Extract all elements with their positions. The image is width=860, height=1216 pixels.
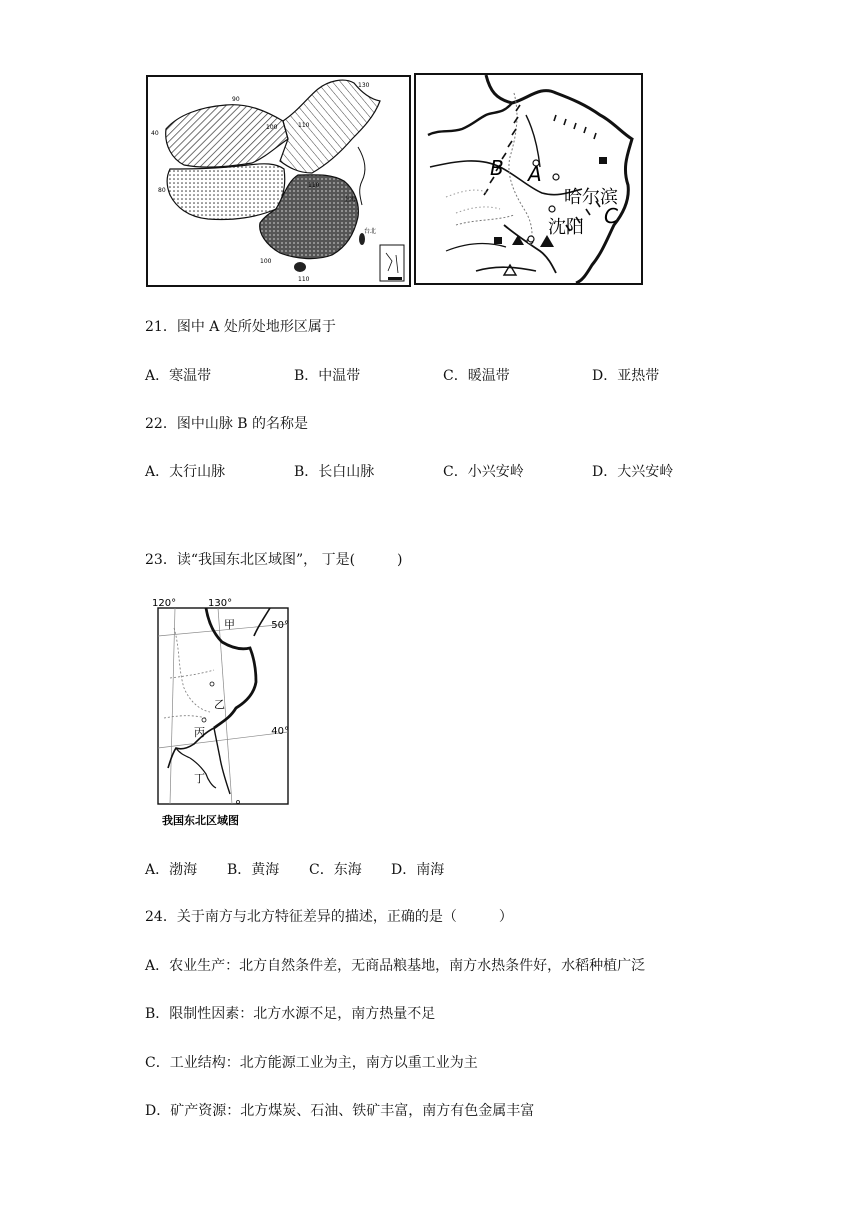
map3-caption: 我国东北区域图 (162, 814, 239, 827)
northeast-sketch-map (414, 73, 643, 285)
question-24-option-a[interactable]: A．农业生产：北方自然条件差，无商品粮基地，南方水热条件好，水稻种植广泛 (145, 958, 646, 974)
map1-label: 110 (308, 182, 320, 189)
northeast-sketch-map-drawing (416, 75, 641, 283)
question-24-option-c[interactable]: C．工业结构：北方能源工业为主，南方以重工业为主 (145, 1055, 478, 1071)
map2-city-shenyang: 沈阳 (548, 217, 584, 238)
question-21-option-c[interactable]: C．暖温带 (443, 368, 510, 384)
map1-label: 上海 (344, 196, 357, 203)
map2-letter-b: B (490, 156, 504, 180)
question-24-option-d[interactable]: D．矿产资源：北方煤炭、石油、铁矿丰富，南方有色金属丰富 (145, 1103, 535, 1119)
map1-label: 110 (298, 276, 310, 283)
northeast-region-map-drawing (150, 598, 290, 834)
china-region-map (146, 75, 411, 287)
question-22-stem: 22．图中山脉 B 的名称是 (145, 416, 309, 432)
map3-lat-50: 50° (271, 620, 289, 631)
question-21-stem: 21．图中 A 处所处地形区属于 (145, 319, 336, 335)
map1-label: 110 (298, 122, 310, 129)
map3-lat-40: 40° (271, 726, 289, 737)
question-21-option-d[interactable]: D．亚热带 (592, 368, 660, 384)
map1-label: 90 (232, 96, 240, 103)
map2-letter-a: A (528, 162, 542, 186)
map3-place-yi: 乙 (214, 698, 225, 711)
question-22-option-a[interactable]: A．太行山脉 (145, 464, 226, 480)
map2-city-harbin: 哈尔滨 (564, 187, 618, 208)
map1-label: 130 (358, 82, 370, 89)
map1-label: 台北 (364, 228, 377, 235)
map1-label: 100 (266, 124, 278, 131)
question-24-stem: 24．关于南方与北方特征差异的描述，正确的是（ ） (145, 909, 513, 925)
map3-lon-130: 130° (208, 598, 233, 609)
map2-letter-c: C (604, 204, 618, 228)
northeast-region-map (150, 598, 290, 834)
question-23-option-c[interactable]: C．东海 (309, 862, 362, 878)
question-23-stem: 23．读“我国东北区域图”， 丁是( ) (145, 552, 403, 568)
question-24-option-b[interactable]: B．限制性因素：北方水源不足，南方热量不足 (145, 1006, 436, 1022)
question-22-option-c[interactable]: C．小兴安岭 (443, 464, 524, 480)
question-22-option-b[interactable]: B．长白山脉 (294, 464, 375, 480)
map3-lon-120: 120° (152, 598, 177, 609)
question-21-option-a[interactable]: A．寒温带 (145, 368, 212, 384)
china-region-map-drawing (148, 77, 409, 285)
question-23-option-a[interactable]: A．渤海 (145, 862, 198, 878)
question-23-option-b[interactable]: B．黄海 (227, 862, 280, 878)
map1-label: 80 (158, 187, 166, 194)
question-23-option-d[interactable]: D．南海 (391, 862, 445, 878)
map1-label: 40 (151, 130, 159, 137)
question-22-option-d[interactable]: D．大兴安岭 (592, 464, 674, 480)
map1-label: 100 (260, 258, 272, 265)
question-21-option-b[interactable]: B．中温带 (294, 368, 361, 384)
map3-place-ding: 丁 (194, 772, 205, 785)
map3-place-jia: 甲 (224, 618, 235, 631)
map3-place-bing: 丙 (194, 726, 205, 739)
